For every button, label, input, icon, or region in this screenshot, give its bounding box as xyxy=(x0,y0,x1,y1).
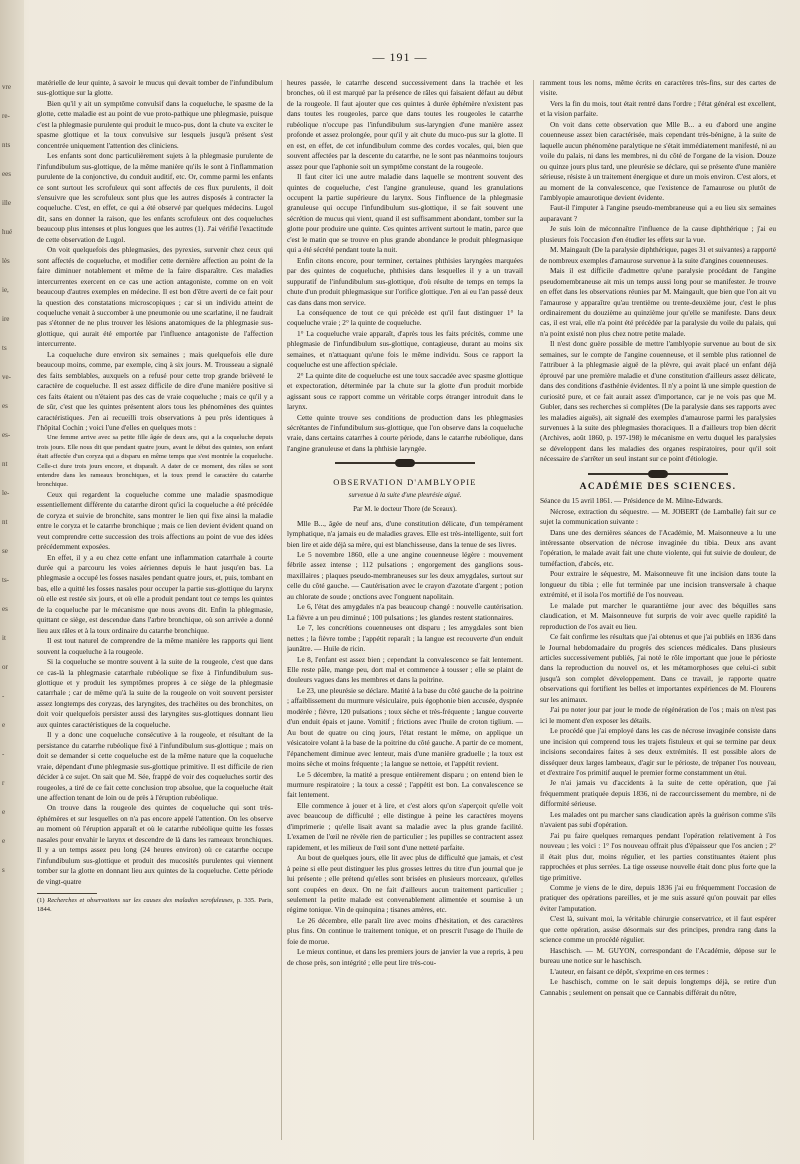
gutter-fragment: e xyxy=(2,721,6,729)
gutter-fragment: it xyxy=(2,634,6,642)
paragraph: Dans une des dernières séances de l'Académie, M. Maisonneuve a lu une intéressante observation de nécrose invaginée du tibia. Deux ans avant l'opération, le malade avait fait une chute violente, qui fut suivie de douleur, de tuméfaction, d'abcès, etc. xyxy=(540,527,776,568)
paragraph: Ceux qui regardent la coqueluche comme une maladie spasmodique essentiellement différente du catarrhe diront qu'ici la coqueluche a été précédée de coryza et suivie de bronchite, sans montrer le lien qui fixe ainsi la maladie entre le coryza et le catarrhe bronchique ; mais ce lien devient évident quand on veut comprendre cette succession des trois affections au point de vue des idées précédemment exposées. xyxy=(37,489,273,552)
footnote-rule xyxy=(37,893,97,894)
paragraph: J'ai pu faire quelques remarques pendant l'opération relativement à l'os nouveau ; les voici : 1° l'os nouveau offrait plus d'épaisseur que l'os ancien ; 2° il était plus dur, moins régulier, et les parties constituantes étaient plus rapprochées et plus serrées. La tige osseuse nouvelle était donc plus forte que la tige primitive. xyxy=(540,830,776,882)
paragraph: Je n'ai jamais vu d'accidents à la suite de cette opération, que j'ai fréquemment pratiquée depuis 1836, ni de raccourcissement du membre, ni de difformité sérieuse. xyxy=(540,778,776,809)
gutter-fragment: se xyxy=(2,547,8,555)
paragraph: Le mieux continue, et dans les premiers jours de janvier la vue a repris, à peu de chose près, son intégrité ; elle peut lire très-cou- xyxy=(287,947,523,967)
paragraph: Il y a donc une coqueluche consécutive à la rougeole, et résultant de la persistance du catarrhe rubéolique fixé à l'infundibulum sus-glottique ; mais on doit se demander si cette coqueluche est de la même nature que la coqueluche vraie, dépendant d'une phlegmasie sus-glottique primitive. Il est difficile de rien décider à ce sujet. On sait que M. Sée, frappé de voir des coqueluches sortir des rougeoles, a tiré de ce fait cette conclusion trop absolue, que la coqueluche était une affection tenant de loin ou de près à l'éruption rubéolique. xyxy=(37,730,273,802)
paragraph: Si la coqueluche se montre souvent à la suite de la rougeole, c'est que dans ce cas-là la phlegmasie catarrhale rubéolique se fixe à l'infundibulum sus-glottique et y produit les symptômes propres à ce siège de la phlegmasie catarrhale ; car de même qu'à la suite de la rougeole on voit souvent persister assez longtemps des coryzas, des laryngites, des trachéites ou des bronchites, on doit voir quelquefois persister aussi des laryngites sus-glottiques donnant lieu aux quintes caractéristiques de la coqueluche. xyxy=(37,657,273,729)
gutter-fragment: nt xyxy=(2,460,8,468)
gutter-fragment: lès xyxy=(2,257,10,265)
footnote-number: (1) xyxy=(37,897,45,905)
paragraph: Le 8, l'enfant est assez bien ; cependant la convalescence se fait lentement. Elle reste pâle, mange peu, dort mal et commence à tousser ; elle se plaint de douleurs vagues dans les membres et dans la poitrine. xyxy=(287,654,523,685)
paragraph: Il faut citer ici une autre maladie dans laquelle se montrent souvent des quintes de coqueluche, c'est l'angine granuleuse, quand les granulations occupent la partie supérieure du larynx. Sous l'influence de la phlegmasie granuleuse qui occupe l'infundibulum sus-glottique, il se fait souvent une sécrétion de mucus qui vient, quand il est suffisamment abondant, tomber sur la glotte pour produire une quinte. Ces quintes arrivent surtout le matin, parce que c'est le matin que se trouve en plus grande abondance le produit phlegmasique qui a été sécrété pendant toute la nuit. xyxy=(287,172,523,255)
gutter-fragment: ve- xyxy=(2,373,11,381)
paragraph: C'est là, suivant moi, la véritable chirurgie conservatrice, et il faut espérer que cette opération, assise désormais sur des principes, prendra rang dans la science comme un procédé régulier. xyxy=(540,914,776,945)
paragraph: La conséquence de tout ce qui précède est qu'il faut distinguer 1° la coqueluche vraie ; 2° la quinte de coqueluche. xyxy=(287,307,523,328)
paragraph: Le 7, les concrétions couenneuses ont disparu ; les amygdales sont bien nettes ; la fièvre tombe ; l'appétit reparaît ; la langue est recouverte d'un enduit jaunâtre. — Huile de ricin. xyxy=(287,623,523,654)
gutter-fragment: e xyxy=(2,837,6,845)
paragraph: Nécrose, extraction du séquestre. — M. JOBERT (de Lamballe) fait sur ce sujet la communication suivante : xyxy=(540,506,776,527)
gutter-fragment: nts xyxy=(2,141,11,149)
gutter-fragment: re- xyxy=(2,112,10,120)
gutter-fragment: - xyxy=(2,750,5,758)
case-excerpt: Une femme arrive avec sa petite fille âgée de deux ans, qui a la coqueluche depuis trois jours. Elle nous dit que pendant quatre jours, avant le début des quintes, son enfant était affectée d'un coryza qui a disparu en même temps que s'est montrée la coqueluche. Celle-ci dure trois jours encore, et disparaît. A dater de ce moment, des râles se sont entendre dans les rameaux bronchiques, et la toux prend le caractère du catarrhe bronchique. xyxy=(37,434,273,489)
gutter-fragment: or xyxy=(2,663,8,671)
paragraph: Enfin citons encore, pour terminer, certaines phthisies laryngées marquées par des quintes de coqueluche, phthisies dans lesquelles il y a un travail suppuratif de l'infundibulum sus-glottique, d'où résulte de temps en temps la chute d'un produit phlegmasique sur l'orifice glottique. J'en ai eu l'an passé deux cas dans dans mon service. xyxy=(287,255,523,307)
paragraph: Faut-il l'imputer à l'angine pseudo-membraneuse qui a eu lieu six semaines auparavant ? xyxy=(540,203,776,223)
column-divider xyxy=(533,80,534,1140)
paragraph: Je suis loin de méconnaître l'influence de la cause diphthérique ; j'ai eu plusieurs fois l'occasion d'en étudier les effets sur la vue. xyxy=(540,224,776,244)
paragraph: On voit quelquefois des phlegmasies, des pyrexies, survenir chez ceux qui sont affectés de coqueluche, et modifier cette dernière affection au point de la faire diminuer notablement et même de la faire disparaître. Ces maladies intercurrentes exercent en ce cas une action antagoniste, comme on en voit beaucoup d'autres exemples en médecine. Il est bon d'être averti de ce fait pour la question des constatations microscopiques ; car si un individu atteint de coqueluche venait à succomber à une pneumonie ou une scarlatine, il ne faudrait pas s'étonner de ne plus trouver les lésions anatomiques de la phlegmasie sus-glottique, qui aurait été emportée par l'influence antagoniste de l'affection intercurrente. xyxy=(37,245,273,349)
gutter-fragment: vre xyxy=(2,83,11,91)
paragraph: Au bout de quelques jours, elle lit avec plus de difficulté que jamais, et c'est à peine si elle peut distinguer les plus grosses lettres du titre d'un journal que je lui présente ; elle prétend qu'elles sont brisées en plusieurs morceaux, qu'elles sont coupées en deux. On ne fait d'ailleurs aucun traitement particulier ; seulement la petite malade est convenablement alimentée et soumise à un régime tonique. Vin de quinquina ; tisanes amères, etc. xyxy=(287,853,523,915)
gutter-fragment: ie, xyxy=(2,286,9,294)
paragraph: Pour extraire le séquestre, M. Maisonneuve fit une incision dans toute la longueur du tibia ; elle fut terminée par une incision transversale à chaque extrémité, et il isola l'os mortifié de l'os nouveau. xyxy=(540,569,776,600)
paragraph: Comme je viens de le dire, depuis 1836 j'ai eu fréquemment l'occasion de pratiquer des opérations pareilles, et je me suis assuré qu'on pouvait par elles éviter l'amputation. xyxy=(540,882,776,913)
gutter-fragment: s xyxy=(2,866,5,874)
paragraph: Bien qu'il y ait un symptôme convulsif dans la coqueluche, le spasme de la glotte, cette maladie est au point de vue proto-pathique une phlegmasie, puisque c'est la phlegmasie purulente qui produit le muco-pus, dont la chute va exciter le spasme glottique et la toux convulsive sur lesquels jusqu'à présent s'est concentrée uniquement l'attention des cliniciens. xyxy=(37,98,273,150)
paragraph: Le malade put marcher le quarantième jour avec des béquilles sans claudication, et M. Maisonneuve fut surpris de voir avec quelle rapidité la reproduction de l'os avait eu lieu. xyxy=(540,600,776,631)
gutter-fragment: le- xyxy=(2,489,10,497)
paragraph: ramment tous les noms, même écrits en caractères très-fins, sur des cartes de visite. xyxy=(540,78,776,98)
section-ornament xyxy=(335,459,475,467)
paragraph: Mlle B..., âgée de neuf ans, d'une constitution délicate, d'un tempérament lymphatique, n'a jamais eu de maladies graves. Elle est très-intelligente, suit fort bien lire et aide déjà sa mère, qui est blanchisseuse, dans la tenue de ses livres. xyxy=(287,518,523,549)
gutter-fragment: hué xyxy=(2,228,13,236)
paragraph: Le 23, une pleurésie se déclare. Matité à la base du côté gauche de la poitrine ; affaiblissement du murmure vésiculaire, puis égophonie bien accusée, dyspnée modérée ; fièvre, 120 pulsations ; toux sèche et très-fréquente ; langue couverte d'un enduit épais et jaune. Vomitif ; frictions avec l'huile de croton tiglium. — Au bout de quatre ou cinq jours, l'état restant le même, on applique un vésicatoire volant à la base de la poitrine du côté gauche. A partir de ce moment, l'épanchement diminue avec lenteur, mais d'une manière graduelle ; la toux est moins sèche et moins fréquente ; la langue se nettoie, et l'appétit revient. xyxy=(287,685,523,769)
paragraph: Il n'est donc guère possible de mettre l'amblyopie survenue au bout de six semaines, sur le compte de l'angine couenneuse, et il semble plus rationnel de l'attribuer à la phlegmasie aiguë de la plèvre, qui avait placé un enfant déjà éprouvé par une première maladie et d'une constitution d'ailleurs assez délicate, dans des conditions d'asthénie évidentes. Il n'y a point là une simple question de curiosité pure, et ce fait aurait assez d'importance, car je ne vois pas que M. Gubler, dans ses recherches si complètes (De la paralysie dans ses rapports avec les maladies aiguës), ait signalé des exemples d'amaurose parmi les paralysies survenues à la suite des phlegmasies thoraciques. Il a d'ailleurs trop bien décrit (Archives, août 1860, p. 197-198) le mécanisme en vertu duquel les paralysies se développent dans les maladies des organes respiratoires, pour qu'il soit nécessaire de s'arrêter un seul instant sur ce point d'étiologie. xyxy=(540,339,776,464)
article-subtitle: survenue à la suite d'une pleurésie aiguë. xyxy=(348,491,462,499)
page-number: — 191 — xyxy=(372,50,428,64)
footnote xyxy=(37,897,273,915)
paragraph: Les enfants sont donc particulièrement sujets à la phlegmasie purulente de l'infundibulum sus-glottique, de la même manière qu'ils le sont à l'inflammation purulente de la conjonctive, du conduit auditif, etc. Or, comme parmi les enfants ce sont surtout les scrofuleux qui sont affectés de ces flux purulents, il doit s'ensuivre que les scrofuleux sont plus que les autres disposés à contracter la coqueluche. C'est, en effet, ce qui a été observé par quelques médecins. Lugol dit, sans en donner la raison, que les enfants scrofuleux ont des coqueluches beaucoup plus intenses et plus longues que les autres (1). J'ai vérifié l'exactitude de cette observation de Lugol. xyxy=(37,151,273,244)
paragraph: Vers la fin du mois, tout était rentré dans l'ordre ; l'état général est excellent, et la vision parfaite. xyxy=(540,98,776,119)
footnote-title: Recherches et observations sur les causes des maladies scrofuleuses, xyxy=(47,897,235,905)
paragraph: 1° La coqueluche vraie apparaît, d'après tous les faits précités, comme une phlegmasie de l'infundibulum sus-glottique, contagieuse, durant au moins six semaines, et n'attaquant qu'une fois le même individu. Sous ce rapport la coqueluche est une affection spéciale. xyxy=(287,328,523,370)
gutter-fragment: r xyxy=(2,779,5,787)
paragraph: Elle commence à jouer et à lire, et c'est alors qu'on s'aperçoit qu'elle voit avec beaucoup de difficulté ; elle distingue à peine les caractères moyens d'imprimerie ; qu'elle lisait avant sa maladie avec la plus grande facilité. L'examen de l'œil ne révèle rien de particulier ; les pupilles se contractent assez rapidement, et les milieux de l'œil sont d'une netteté parfaite. xyxy=(287,800,523,852)
adjacent-page-edge xyxy=(0,0,24,1164)
gutter-fragment: e xyxy=(2,808,6,816)
column-1 xyxy=(37,78,273,1148)
paragraph: En effet, il y a eu chez cette enfant une inflammation catarrhale à courte durée qui a parcouru les voies aériennes depuis le haut jusqu'en bas. La phlegmasie a occupé les fosses nasales pendant quatre jours, et, puis, tombant en bas, elle a quitté les fosses nasales pour occuper la partie sus-glottique du larynx où elle est restée six jours, et où elle a produit pendant tout ce temps les quintes de la coqueluche par le mécanisme que nous avons dit. Enfin la phlegmasie, quittant ce siège, est descendue dans l'arbre bronchique, où son arrivée a donné lieu aux râles et à la toux ordinaire du catarrhe bronchique. xyxy=(37,552,273,635)
gutter-fragment: es xyxy=(2,605,8,613)
paragraph: On trouve dans la rougeole des quintes de coqueluche qui sont très-éphémères et sur lesquelles on n'a pas encore appelé l'attention. On les observe au moment où l'éruption apparaît et où le catarrhe rubéolique quitte les fosses nasales pour envahir le larynx et descendre de là dans les rameaux bronchiques. Il y a un temps assez peu long (24 heures environ) où ce catarrhe occupe l'infundibulum sus-glottique et produit des mucosités purulentes qui viennent tomber sur la glotte en donnant lieu aux quintes de la coqueluche. Cette période de vingt-quatre xyxy=(37,803,273,886)
session-line: Séance du 15 avril 1861. — Présidence de M. Milne-Edwards. xyxy=(540,496,723,506)
footnote-reference: p. 335. Paris, 1844. xyxy=(37,897,273,913)
gutter-fragment: nt xyxy=(2,518,8,526)
paragraph: Le 5 novembre 1860, elle a une angine couenneuse légère : mouvement fébrile assez intense ; 112 pulsations ; engorgement des ganglions sous-maxillaires ; plaques pseudo-membraneuses sur les deux amygdales, surtout sur celle du côté gauche. — Cautérisation avec le crayon d'azotate d'argent ; potion au chlorate de soude ; onctions avec l'onguent napolitain. xyxy=(287,550,523,601)
paragraph: Ce fait confirme les résultats que j'ai obtenus et que j'ai publiés en 1836 dans le Journal hebdomadaire du progrès des sciences médicales. Dans plusieurs articles successivement publiés, j'ai noté le rôle important que joue le périoste dans la reproduction du nouvel os, et les métamorphoses que celui-ci subit jusqu'à son complet développement. Dans ce travail, je rapporte quatre observations qui fortifient les belles et importantes expériences de M. Flourens sur les animaux. xyxy=(540,632,776,704)
gutter-fragment: ees xyxy=(2,170,11,178)
paragraph: L'auteur, en faisant ce dépôt, s'exprime en ces termes : xyxy=(550,966,709,976)
paragraph: Le procédé que j'ai employé dans les cas de nécrose invaginée consiste dans une incision qui comprend tous les trajets fistuleux et qui se termine par deux incisions secondaires faites à ses deux extrémités. Il est possible alors de disséquer deux larges lambeaux, d'agir sur le périoste, de trépaner l'os nouveau, et d'extraire l'os primitif auquel le premier forme constamment un étui. xyxy=(540,726,776,777)
paragraph: heures passée, le catarrhe descend successivement dans la trachée et les bronches, où il est marqué par la présence de râles qui faisaient défaut au début de la rougeole. Il faut ajouter que ces quintes à durée éphémère n'existent pas dans toutes les rougeoles, parce que dans toutes les rougeoles le catarrhe rubéolique n'occupe pas l'infundibulum sus-laryngien d'une manière assez profonde et assez prolongée, pour qu'il y ait chute du muco-pus sur la glotte. Il en est, en effet, de cet infundibulum comme des cordes vocales, qui, bien que souvent affectées par la descente du catarrhe, ne le sont pas néanmoins toujours assez pour que l'aphonie soit un symptôme constant de la rougeole. xyxy=(287,78,523,171)
gutter-fragment: ille xyxy=(2,199,11,207)
paragraph: Le 6, l'état des amygdales n'a pas beaucoup changé : nouvelle cautérisation. La fièvre a un peu diminué ; 100 pulsations ; les glandes restent stationnaires. xyxy=(287,602,523,622)
paragraph: Mais il est difficile d'admettre qu'une paralysie procédant de l'angine pseudomembraneuse ait mis un temps aussi long pour se manifester. Je trouve en effet dans les observations réunies par M. Maingault, que bien que l'on ait vu l'amaurose y apparaître qu'au trentième ou trente-deuxième jour, c'est le plus ordinairement du douzième au quinzième jour qu'elle se manifeste. Dans deux cas, il est vrai, elle n'a point été précédée par la paralysie du voile du palais, qui n'a point existé non plus chez notre petite malade. xyxy=(540,266,776,338)
gutter-fragment: es xyxy=(2,402,8,410)
paragraph: Le 26 décembre, elle paraît lire avec moins d'hésitation, et des caractères plus fins. On continue le traitement tonique, et on prescrit l'usage de l'huile de foie de morue. xyxy=(287,915,523,946)
section-ornament xyxy=(588,470,728,478)
paragraph: Le 5 décembre, la matité a presque entièrement disparu ; on entend bien le murmure respiratoire ; la toux a cessé ; l'appétit est bon. La convalescence se fait lentement. xyxy=(287,769,523,800)
paragraph: Il est tout naturel de comprendre de la même manière les rapports qui lient souvent la coqueluche à la rougeole. xyxy=(37,636,273,656)
paragraph: Les malades ont pu marcher sans claudication après la guérison comme s'ils n'avaient pas subi d'opération. xyxy=(540,809,776,830)
paragraph: Haschisch. — M. GUYON, correspondant de l'Académie, dépose sur le bureau une notice sur le haschisch. xyxy=(540,945,776,966)
gutter-fragment: ts xyxy=(2,344,7,352)
section-heading: ACADÉMIE DES SCIENCES. xyxy=(579,481,737,492)
gutter-fragment: ts- xyxy=(2,576,9,584)
paragraph: 2° La quinte dite de coqueluche est une toux saccadée avec spasme glottique et expectoration, déterminée par la chute sur la glotte d'un produit morbide agissant sous ce rapport comme un véritable corps étranger introduit dans le larynx. xyxy=(287,370,523,412)
gutter-fragment: es- xyxy=(2,431,11,439)
paragraph: Cette quinte trouve ses conditions de production dans les phlegmasies sécrétantes de l'infundibulum sus-glottique, que l'on observe dans la coqueluche vraie, dans certains catarrhes à courte période, dans le catarrhe rubéolique, dans l'angine granuleuse et dans la phthisie laryngée. xyxy=(287,412,523,453)
paragraph: Le haschisch, comme on le sait depuis longtemps déjà, se retire d'un Cannabis ; seulement on pensait que ce Cannabis différait du nôtre, xyxy=(540,977,776,997)
paragraph: On voit dans cette observation que Mlle B... a eu d'abord une angine couenneuse assez bien caractérisée, mais cependant très-bénigne, à la suite de laquelle aucun phénomène paralytique ne s'était immédiatement manifesté, ni au voile du palais, ni dans les membres, ni du côté de l'organe de la vision. Douze ou quinze jours plus tard, une pleurésie se déclare, qui se présente d'une manière sérieuse, résiste à un traitement énergique et dure un mois environ. C'est alors, et au moment de la convalescence, que l'existence de l'amaurose ou plutôt de l'amblyopie amaurotique devient évidente. xyxy=(540,119,776,202)
column-2 xyxy=(287,78,523,1148)
article-title: OBSERVATION D'AMBLYOPIE xyxy=(333,477,477,488)
paragraph: matérielle de leur quinte, à savoir le mucus qui devait tomber de l'infundibulum sus-glottique sur la glotte. xyxy=(37,78,273,98)
paragraph: La coqueluche dure environ six semaines ; mais quelquefois elle dure beaucoup moins, comme, par exemple, cinq à six jours. M. Trousseau a signalé des faits semblables, auxquels on a refusé pour cette trop grande brièveté le caractère de coqueluche. Il est assez difficile de dire d'une manière positive si ces faits étaient ou n'étaient pas des cas de vraie coqueluche ; mais ce qu'il y a de sûr, c'est que les quintes présentent alors tous les phénomènes des quintes caractéristiques. J'en ai recueilli trois observations à peu près identiques à l'hôpital Cochin ; voici l'une d'elles en quelques mots : xyxy=(37,349,273,432)
column-divider xyxy=(281,80,282,1140)
column-3 xyxy=(540,78,776,1148)
paragraph: J'ai pu noter jour par jour le mode de régénération de l'os ; mais on n'est pas ici le moment d'en exposer les détails. xyxy=(540,705,776,725)
gutter-fragment: - xyxy=(2,692,5,700)
gutter-fragment: ire xyxy=(2,315,10,323)
article-author: Par M. le docteur Thore (de Sceaux). xyxy=(353,505,457,514)
paragraph: M. Maingault (De la paralysie diphthérique, pages 31 et suivantes) a rapporté de nombreux exemples d'amaurose survenue à la suite d'angines couenneuses. xyxy=(540,245,776,265)
